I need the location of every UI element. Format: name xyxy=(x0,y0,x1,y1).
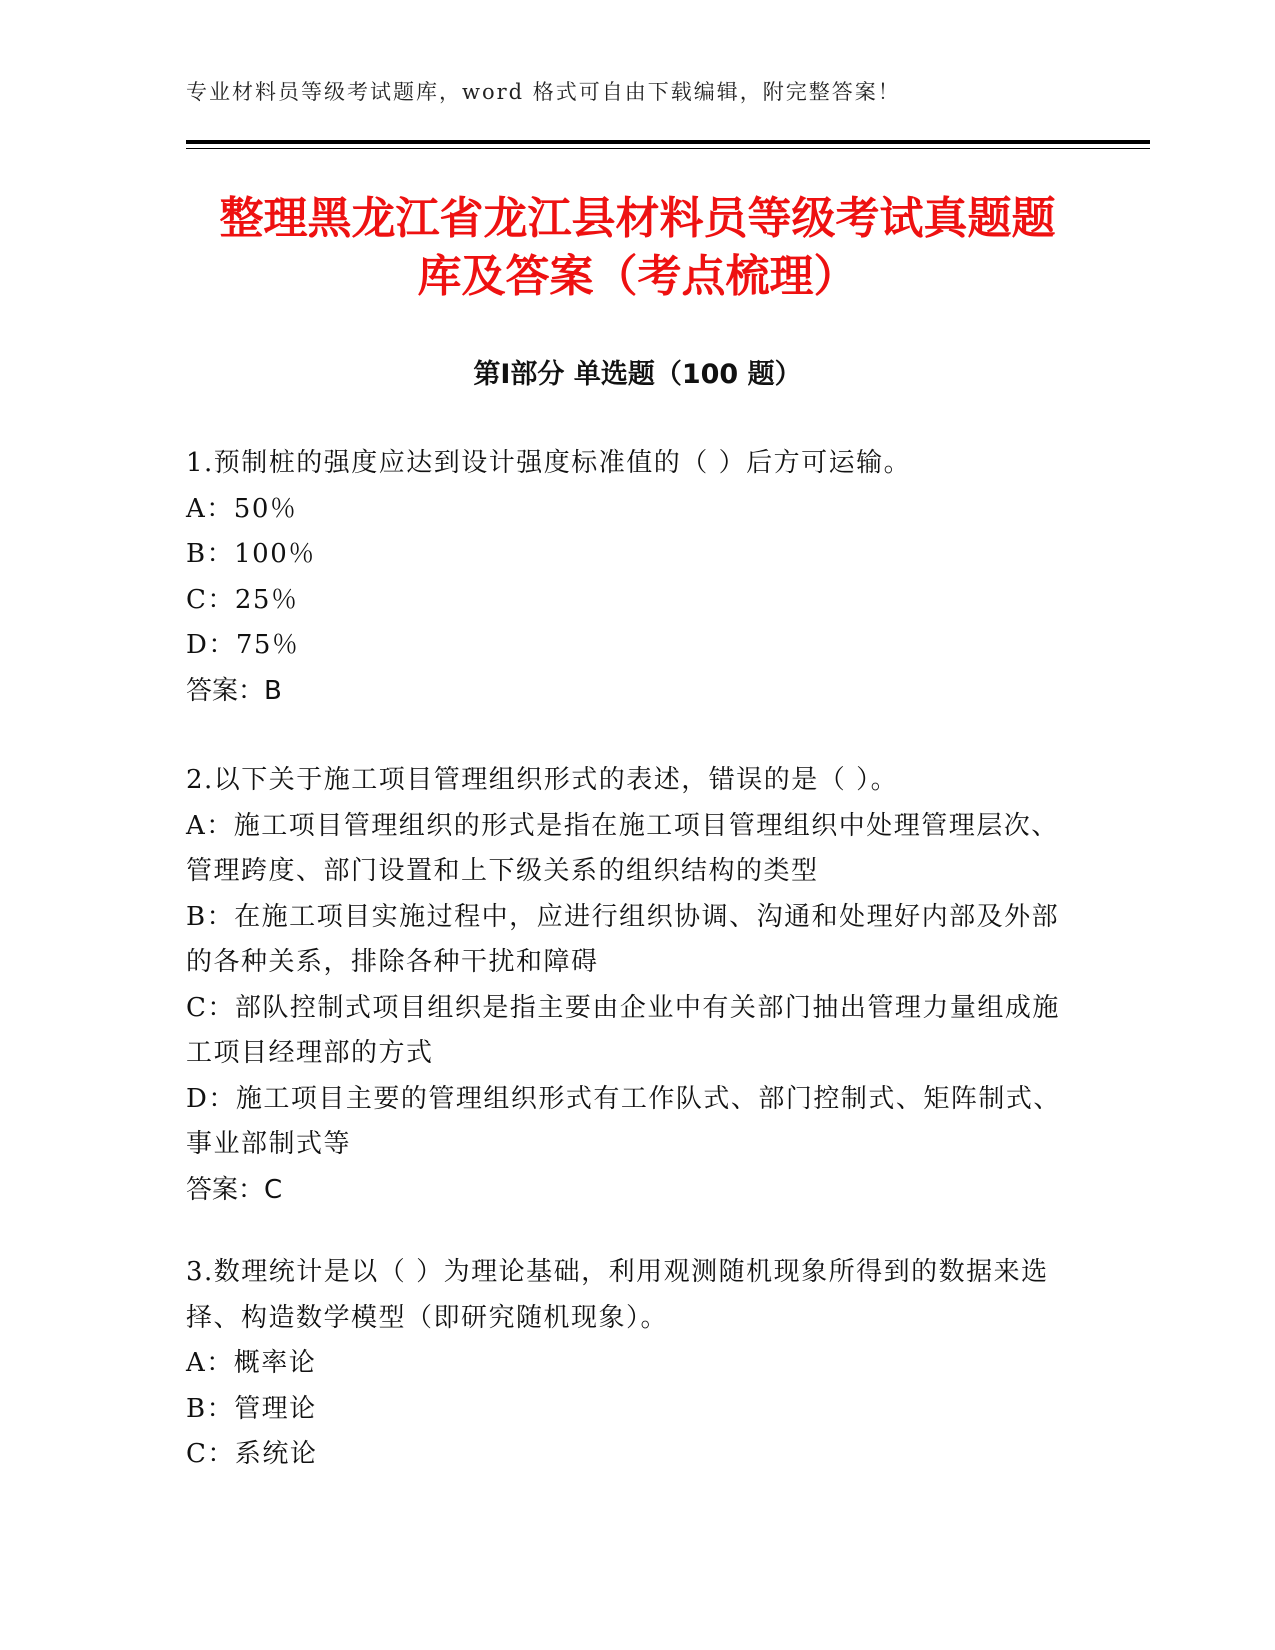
document-title-line-2: 库及答案（考点梳理） xyxy=(417,251,858,302)
question-stem: 3.数理统计是以（ ）为理论基础，利用观测随机现象所得到的数据来选择、构造数学模型（即研究随机现象）。 xyxy=(186,1257,1049,1333)
option-d: D：施工项目主要的管理组织形式有工作队式、部门控制式、矩阵制式、事业部制式等 xyxy=(186,1083,1061,1159)
question-1 xyxy=(186,441,1076,714)
answer-label: 答案：B xyxy=(186,675,282,706)
question-3 xyxy=(186,1250,1076,1478)
document-title xyxy=(186,190,1089,306)
document-title-line-1: 整理黑龙江省龙江县材料员等级考试真题题 xyxy=(219,193,1056,244)
question-2 xyxy=(186,758,1076,1213)
question-stem: 1.预制桩的强度应达到设计强度标准值的（ ）后方可运输。 xyxy=(186,448,912,478)
header-rule-thin xyxy=(186,148,1150,149)
answer-label: 答案：C xyxy=(186,1174,283,1205)
option-b: B：100％ xyxy=(186,539,316,569)
header-note: 专业材料员等级考试题库，word 格式可自由下载编辑，附完整答案！ xyxy=(186,80,901,104)
option-c: C：部队控制式项目组织是指主要由企业中有关部门抽出管理力量组成施工项目经理部的方式 xyxy=(186,992,1060,1068)
option-a: A：施工项目管理组织的形式是指在施工项目管理组织中处理管理层次、管理跨度、部门设置和上下级关系的组织结构的类型 xyxy=(186,810,1059,886)
option-b: B：在施工项目实施过程中，应进行组织协调、沟通和处理好内部及外部的各种关系，排除各种干扰和障碍 xyxy=(186,901,1060,977)
option-c: C：25％ xyxy=(186,584,299,615)
section-title: 第Ⅰ部分 单选题（100 题） xyxy=(473,359,802,390)
option-c: C：系统论 xyxy=(186,1439,318,1469)
question-stem: 2.以下关于施工项目管理组织形式的表述，错误的是（ ）。 xyxy=(186,765,899,795)
option-d: D：75％ xyxy=(186,630,300,660)
option-b: B：管理论 xyxy=(186,1393,317,1424)
option-a: A：50％ xyxy=(186,493,298,524)
option-a: A：概率论 xyxy=(186,1348,317,1378)
header-rule-thick xyxy=(186,140,1150,144)
